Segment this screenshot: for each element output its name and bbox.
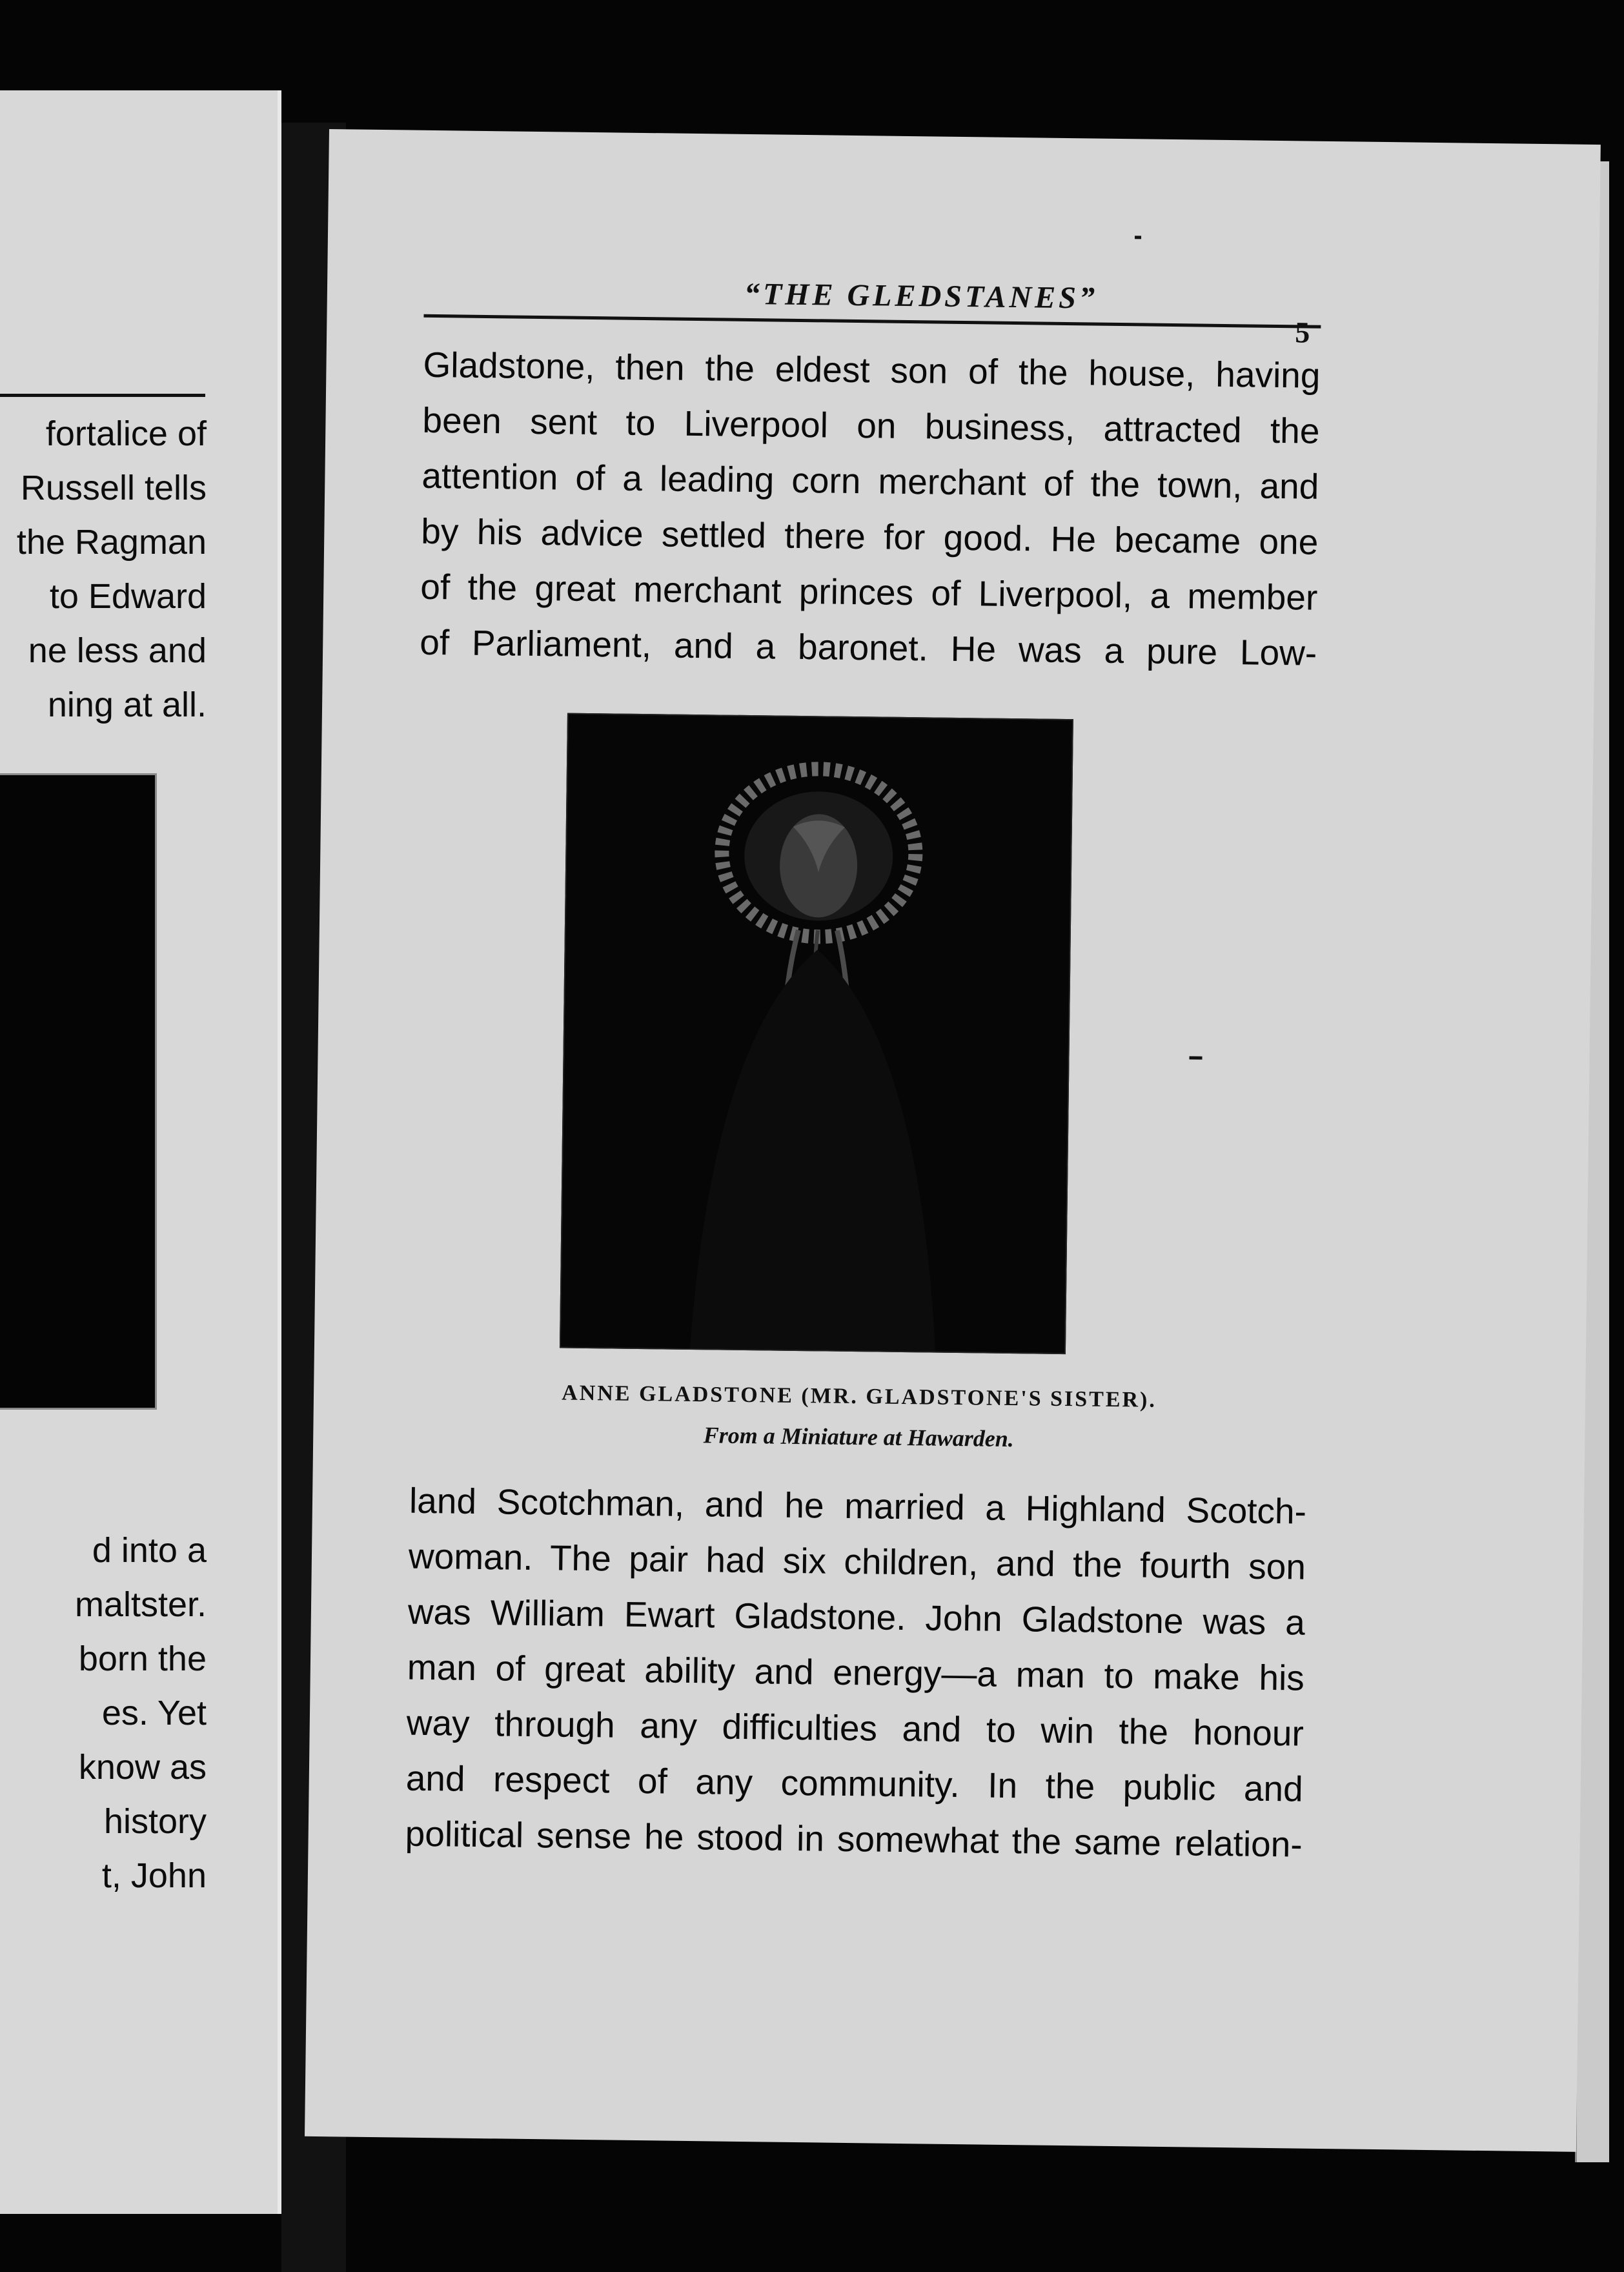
text-line: way through any difficulties and to win the honour: [406, 1702, 1304, 1754]
left-text-line: ne less and: [28, 631, 207, 670]
text-line: by his advice settled there for good. He became one: [421, 511, 1319, 562]
left-text-line: know as: [78, 1748, 207, 1787]
figure-caption: ANNE GLADSTONE (MR. GLADSTONE'S SISTER).: [562, 1381, 1157, 1412]
text-line: political sense he stood in somewhat the same relation-: [405, 1813, 1303, 1865]
left-page-rule: [0, 394, 205, 397]
left-text-line: ning at all.: [47, 685, 207, 724]
text-line: was William Ewart Gladstone. John Gladstone was a: [407, 1591, 1306, 1643]
left-text-line: d into a: [92, 1531, 207, 1570]
left-text-line: es. Yet: [101, 1694, 207, 1732]
left-text-line: Russell tells: [20, 469, 207, 507]
text-line: land Scotchman, and he married a Highland Scotch-: [409, 1480, 1307, 1532]
figure-credit: From a Miniature at Hawarden.: [703, 1422, 1015, 1452]
left-text-line: maltster.: [74, 1585, 207, 1624]
left-text-line: to Edward: [49, 577, 207, 616]
left-text-line: t, John: [101, 1856, 207, 1895]
right-page: [305, 129, 1601, 2152]
header-rule: [423, 314, 1321, 329]
page-number: 5: [1294, 316, 1310, 349]
running-head: “THE GLEDSTANES”: [744, 276, 1099, 316]
left-page-fragment: [0, 90, 281, 2214]
text-line: woman. The pair had six children, and the fourth son: [408, 1536, 1306, 1587]
paragraph-top: [420, 337, 1321, 681]
left-text-line: fortalice of: [45, 414, 207, 453]
portrait-illustration: [561, 715, 1072, 1353]
dust-speck: [1189, 1056, 1202, 1059]
text-line: of the great merchant princes of Liverpool, a member: [420, 566, 1318, 618]
left-text-line: the Ragman: [16, 523, 207, 562]
text-line: and respect of any community. In the public and: [405, 1758, 1304, 1809]
text-line: attention of a leading corn merchant of the town, and: [421, 455, 1319, 507]
left-text-line: born the: [78, 1639, 207, 1678]
portrait-image: [560, 713, 1073, 1355]
left-page-image-frame: [0, 773, 157, 1410]
paragraph-bottom: [405, 1473, 1306, 1872]
text-line: been sent to Liverpool on business, attracted the: [422, 400, 1320, 451]
dust-speck: [1135, 236, 1141, 239]
text-line: Gladstone, then the eldest son of the house, having: [423, 344, 1321, 396]
text-line: man of great ability and energy—a man to make his: [407, 1647, 1305, 1698]
left-text-line: history: [103, 1802, 207, 1841]
text-line: of Parliament, and a baronet. He was a pure Low-: [419, 622, 1317, 673]
